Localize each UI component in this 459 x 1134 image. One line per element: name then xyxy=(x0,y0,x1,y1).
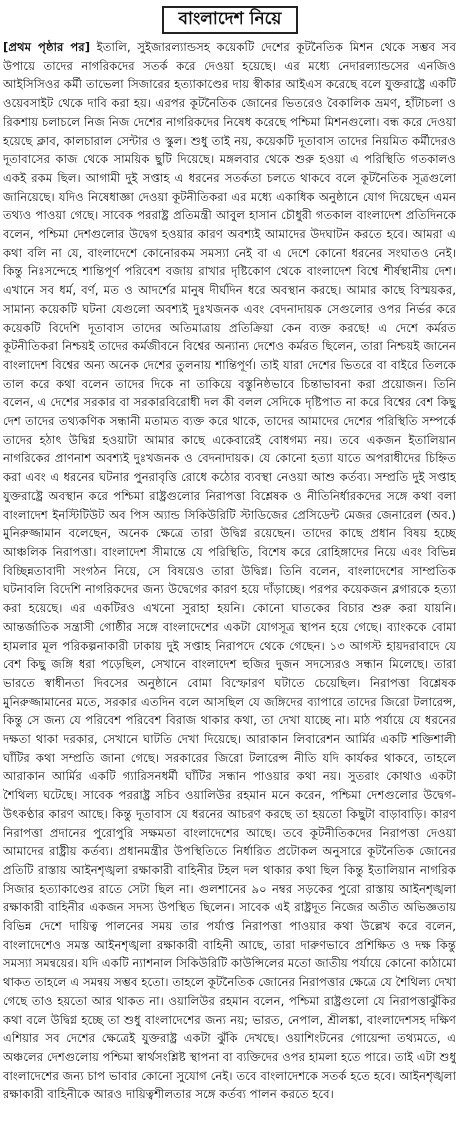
continuation-label: [প্রথম পৃষ্ঠার পর] xyxy=(3,40,91,54)
headline-box xyxy=(162,6,298,34)
headline: বাংলাদেশ নিয়ে xyxy=(178,9,282,29)
article-paragraph xyxy=(3,38,456,1104)
article-text: ইতালি, সুইজারল্যান্ডসহ কয়েকটি দেশের কূটনৈতিক মিশন থেকে সম্ভব সব উপায়ে তাদের নাগরিকদের সতর্ক করে দেওয়া হয়েছে। এর মধ্যে নেদারল্যান্ডসের এনজিও আইসিসিওর কর্মী তাভেলা সিজারের হত্যাকাণ্ডের দায় স্বীকার আইএস করেছে বলে যুক্তরাষ্ট্রে একটি ওয়েবসাইট থেকে দাবি করা হয়। এরপর কূটনৈতিক জোনের ভিতরেও বৈকালিক ভ্রমণ, হাঁটাচলা ও রিকশায় চলাচলে নিজ নিজ দেশের নাগরিকদের নিষেধ করেছে পশ্চিমা মিশনগুলো। বন্ধ করে দেওয়া হয়েছে ক্লাব, কালচারাল সেন্টার ও স্কুল। শুধু তাই নয়, কয়েকটি দূতাবাস তাদের নিয়মিত কর্মীদেরও দূতাবাসের কাজ থেকে সাময়িক ছুটি দিয়েছে। মঙ্গলবার থেকে শুরু হওয়া এ পরিস্থিতি গতকালও একই রকম ছিল। আগামী দুই সপ্তাহ এ ধরনের সতর্কতা চলতে থাকবে বলে কূটনৈতিক সূত্রগুলো জানিয়েছে। যদিও নিষেধাজ্ঞা দেওয়া কূটনীতিকরা এর মধ্যে একাধিক অনুষ্ঠানে যোগ দিয়েছেন এমন তথ্যও পাওয়া গেছে। সাবেক পররাষ্ট্র প্রতিমন্ত্রী আবুল হাসান চৌধুরী গতকাল বাংলাদেশ প্রতিদিনকে বলেন, পশ্চিমা দেশগুলোর উদ্বেগ হওয়ার কারণ অবশ্যই আমাদের উদঘাটন করতে হবে। আমরা এ কথা বলি না যে, বাংলাদেশে কোনোরকম সমস্যা নেই বা এ দেশে কোনো ধরনের সংঘাতও নেই। কিন্তু নিঃসন্দেহে শান্তিপূর্ণ পরিবেশ বজায় রাখার দৃষ্টিকোণ থেকে বাংলাদেশ বিশ্বে শীর্ষস্থানীয় দেশ। এখানে সব ধর্ম, বর্ণ, মত ও আদর্শের মানুষ দীর্ঘদিন ধরে অবস্থান করছে। আমার কাছে বিস্ময়কর, সামান্য কয়েকটি ঘটনা যেগুলো অবশ্যই দুঃখজনক এবং বেদনাদায়ক সেগুলোর ওপর নির্ভর করে কয়েকটি বিদেশি দূতাবাস তাদের অতিমাত্রায় প্রতিক্রিয়া কেন ব্যক্ত করছে! এ দেশে কর্মরত কূটনীতিকরা নিশ্চয়ই তাদের কর্মজীবনে বিশ্বের অন্যান্য দেশেও কর্মরত ছিলেন, তারা নিশ্চয়ই জানেন বাংলাদেশ বিশ্বের অন্য অনেক দেশের তুলনায় শান্তিপূর্ণ। তাই যারা দেশের ভিতরে বা বাইরে তিলকে তাল করে কথা বলেন তাদের দিকে না তাকিয়ে বস্তুনিষ্ঠভাবে চিন্তাভাবনা করা প্রয়োজন। তিনি বলেন, এ দেশের সরকার বা সরকারবিরোধী দল কী বলল সেদিকে দৃষ্টিপাত না করে বিশ্বের বেশ কিছু দেশ তাদের তথ্যকণিক সন্ধানী মতামত ব্যক্ত করে থাকে, তাদের আমাদের দেশের পরিস্থিতি সম্পর্কে তাদের হঠাৎ উদ্বিগ্ন হওয়াটা আমার কাছে একেবারেই বোধগম্য নয়। তবে একজন ইতালিয়ান নাগরিকের প্রাণনাশ অবশ্যই দুঃখজনক ও বেদনাদায়ক। যে কোনো হত্যা যাতে অপরাধীদের চিহ্নিত করা এবং এ ধরনের ঘটনার পুনরাবৃত্তি রোধে কঠোর ব্যবস্থা নেওয়া আশু কর্তব্য। সম্প্রতি দুই সপ্তাহ যুক্তরাষ্ট্রে অবস্থান করে পশ্চিমা রাষ্ট্রগুলোর নিরাপত্তা বিশ্লেষক ও নীতিনির্ধারকদের সঙ্গে কথা বলা বাংলাদেশ ইনস্টিটিউট অব পিস অ্যান্ড সিকিউরিটি স্টাডিজের প্রেসিডেন্ট মেজর জেনারেল (অব.) মুনিরুজ্জামান বলেছেন, অনেক ক্ষেত্রে তারা উদ্বিগ্ন রয়েছেন। তাদের কাছে প্রধান বিষয় হচ্ছে আঞ্চলিক নিরাপত্তা। বাংলাদেশ সীমান্তে যে পরিস্থিতি, বিশেষ করে রোহিঙ্গাদের নিয়ে এবং বিভিন্ন বিচ্ছিন্নতাবাদী সংগঠন নিয়ে, সে বিষয়েও তারা উদ্বিগ্ন। তিনি বলেন, বাংলাদেশের সাম্প্রতিক ঘটনাবলি বিদেশি নাগরিকদের জন্য উদ্বেগের কারণ হয়ে দাঁড়াচ্ছে। পরপর কয়েকজন ব্লগারকে হত্যা করা হয়েছে। এর একটিরও এখনো সুরাহা হয়নি। কোনো ঘাতকের বিচার শুরু করা যায়নি। আন্তর্জাতিক সন্ত্রাসী গোষ্ঠীর সঙ্গে বাংলাদেশের একটা যোগসূত্র স্থাপন হয়ে গেছে। ব্যাংককে বোমা হামলার মূল পরিকল্পনাকারী ঢাকায় দুই সপ্তাহ নিরাপদে থেকে গেছেন। ১৩ আগস্ট হায়দরাবাদে যে বেশ কিছু জঙ্গি ধরা পড়েছিল, সেখানে বাংলাদেশ হুজির দুজন সদস্যেরও সন্ধান মিলেছে। তারা ভারতে স্বাধীনতা দিবসের অনুষ্ঠানে বোমা বিস্ফোরণ ঘটাতে চেয়েছিল। নিরাপত্তা বিশ্লেষক মুনিরুজ্জামানের মতে, সরকার এতদিন বলে আসছিল যে জঙ্গিদের ব্যাপারে তাদের জিরো টলারেন্স, কিন্তু সে জন্য যে পরিবেশ পরিবেশ বিরাজ থাকার কথা, তা দেখা যাচ্ছে না। মাঠ পর্যায়ে যে ধরনের দক্ষতা থাকা দরকার, সেখানে ঘাটতি দেখা দিয়েছে। আরাকান লিবারেশন আর্মির একটি শক্তিশালী ঘাঁটির কথা সম্প্রতি জানা গেছে। সরকারের জিরো টলারেন্স নীতি যদি কার্যকর থাকবে, তাহলে আরাকান আর্মির একটি গ্যারিসনধর্মী ঘাঁটির সন্ধান পাওয়ার কথা নয়। সুতরাং কোথাও একটা শৈথিল্য ঘটেছে। সাবেক পররাষ্ট্র সচিব ওয়ালিউর রহমান মনে করেন, পশ্চিমা দেশগুলোর উদ্বেগ-উৎকণ্ঠার কারণ আছে। কিন্তু দূতাবাস যে ধরনের আচরণ করছে তা হয়তো কিছুটা বাড়াবাড়ি। কারণ নিরাপত্তা প্রদানের পুরোপুরি সক্ষমতা বাংলাদেশের আছে। তবে কূটনীতিকদের নিরাপত্তা দেওয়া আমাদের রাষ্ট্রীয় কর্তব্য। প্রধানমন্ত্রীর উপস্থিতিতে নির্ধারিত প্রটোকল অনুসারে কূটনৈতিক জোনের প্রতিটি রাস্তায় আইনশৃঙ্খলা রক্ষাকারী বাহিনীর টহল দল থাকার কথা ছিল কিন্তু ইতালিয়ান নাগরিক সিজার হত্যাকাণ্ডের রাতে সেটা ছিল না। গুলশানের ৯০ নম্বর সড়কের পুরো রাস্তায় আইনশৃঙ্খলা রক্ষাকারী বাহিনীর একজন সদস্য উপস্থিত ছিলেন। সাবেক এই রাষ্ট্রদূত নিজের অতীত অভিজ্ঞতায় বিভিন্ন দেশে দায়িত্ব পালনের সময় তার পর্যাপ্ত নিরাপত্তা পাওয়ার কথা উল্লেখ করে বলেন, বাংলাদেশেও সমস্ত আইনশৃঙ্খলা রক্ষাকারী বাহিনী আছে, তারা দারুণভাবে প্রশিক্ষিত ও দক্ষ কিন্তু সমস্যা সমন্বয়ের। যদি একটি ন্যাশনাল সিকিউরিটি কাউন্সিলের মতো জাতীয় পর্যায়ে কোনো কাঠামো থাকত তাহলে এ সমন্বয় সম্ভব হতো। তাহলে কূটনৈতিক জোনের নিরাপত্তার ক্ষেত্রে যে শৈথিল্য দেখা গেছে তাও হয়তো আর থাকত না। ওয়ালিউর রহমান বলেন, পশ্চিমা রাষ্ট্রগুলো যে নিরাপত্তাঝুঁকির কথা বলে উদ্বিগ্ন হচ্ছে তা শুধু বাংলাদেশের জন্য নয়; ভারত, নেপাল, শ্রীলঙ্কা, বাংলাদেশসহ দক্ষিণ এশিয়ার সব দেশের ক্ষেত্রেই যুক্তরাষ্ট্র একটা ঝুঁকি দেখছে। ওয়াশিংটনের গোয়েন্দা তথ্যমতে, এ অঞ্চলের দেশগুলোয় পশ্চিমা স্বার্থসংশ্লিষ্ট স্থাপনা বা ব্যক্তিদের ওপর হামলা হতে পারে। তাই এটা শুধু বাংলাদেশের জন্য চাপ ভাবার কোনো সুযোগ নেই। তবে বাংলাদেশকে সতর্ক হতে হবে। আইনশৃঙ্খলা রক্ষাকারী বাহিনীকে আরও দায়িত্বশীলতার সঙ্গে কর্তব্য পালন করতে হবে। xyxy=(3,40,456,1102)
article-body xyxy=(3,38,456,1132)
